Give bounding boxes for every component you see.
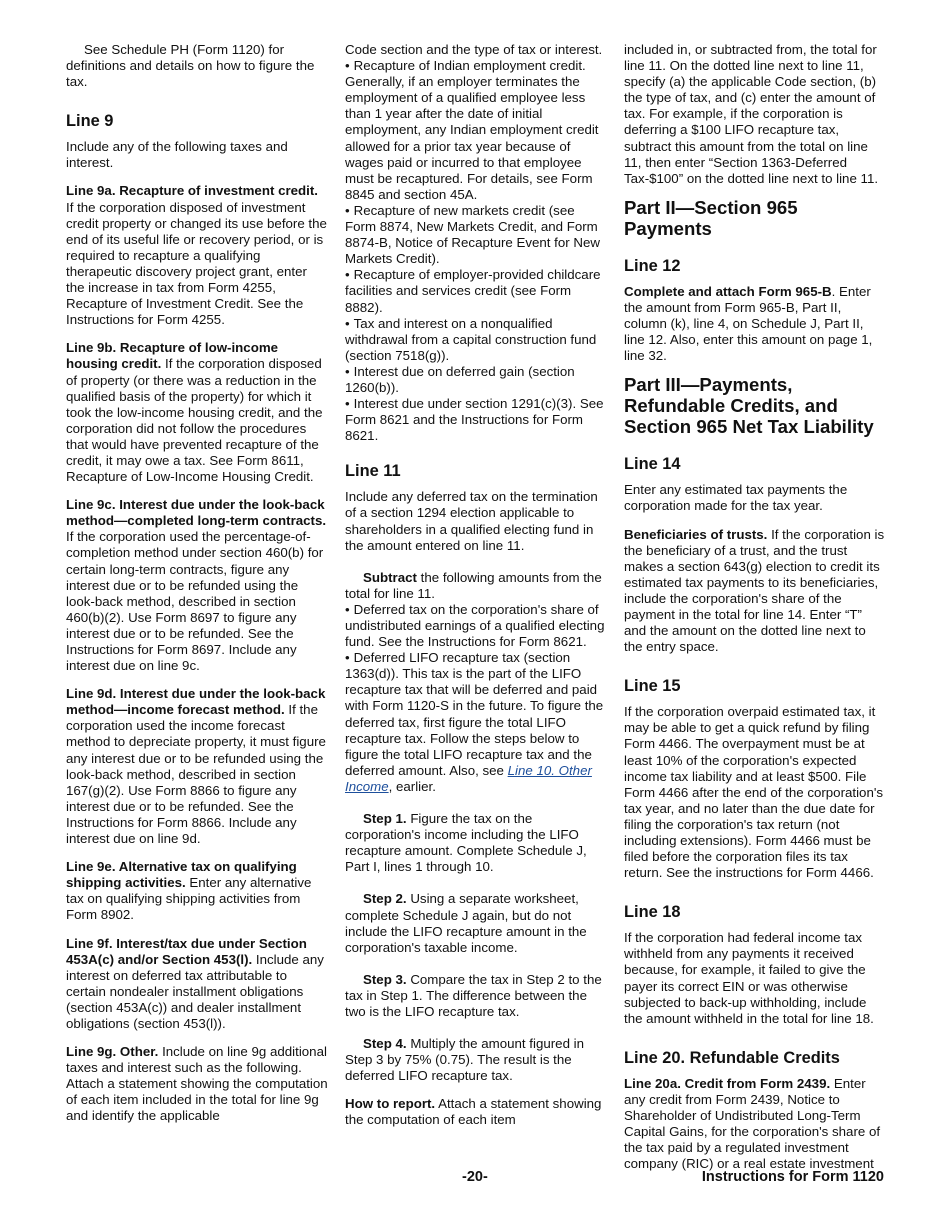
line-12-bold: Complete and attach Form 965-B xyxy=(624,283,832,299)
line-10-other-income-link[interactable]: Line 10. Other Income xyxy=(345,762,592,794)
line-9a-text: If the corporation disposed of investment credit property or changed its use before the end of its useful life or recovery period, or is required to recapture a qualifying therapeutic discovery project grant, enter the increase in tax from Form 4255, Recapture of Investment Credit. See the Instructions for Form 4255. xyxy=(66,199,327,328)
deferred-lifo-text-end: , earlier. xyxy=(388,778,436,794)
line-9c-title: Line 9c. Interest due under the look-back method—completed long-term contracts. xyxy=(66,497,327,529)
line-9g-text: Include on line 9g additional taxes and interest such as the following. Attach a statement showing the computation of each item included in the total for line 9g and identify the applicable xyxy=(66,1044,328,1124)
line-9g-title: Line 9g. Other. xyxy=(66,1044,159,1060)
line-9f-paragraph xyxy=(66,936,328,1033)
line-12-text: . Enter the amount from Form 965-B, Part II, column (k), line 4, on Schedule J, Part II, line 12. Also, enter this amount on page 1, line 32. xyxy=(624,283,873,364)
step-3-text: Compare the tax in Step 2 to the tax in Step 1. The difference between the two is the LIFO recapture tax. xyxy=(345,971,602,1019)
line-14-heading: Line 14 xyxy=(624,455,681,474)
line-9d-paragraph xyxy=(66,686,328,847)
line-18-text: If the corporation had federal income tax withheld from any payments it received because, for example, it failed to give the payer its correct EIN or was otherwise subjected to back-up withholding, include the amount withheld in the total for line 18. xyxy=(624,930,874,1026)
column-1 xyxy=(66,42,328,1137)
line-18-heading: Line 18 xyxy=(624,903,681,922)
line-15-text: If the corporation overpaid estimated tax, it may be able to get a quick refund by filing Form 4466. The overpayment must be at least 10% of the corporation's expected income tax liability and at least $500. File Form 4466 after the end of the corporation's tax year, and no later than the due date for filing the corporation's tax return (not including extensions). Form 4466 must be filed before the corporation files its tax return. See the instructions for Form 4466. xyxy=(624,704,884,881)
line-9c-paragraph xyxy=(66,497,328,674)
how-to-report-title: How to report. xyxy=(345,1096,436,1112)
footer-title: Instructions for Form 1120 xyxy=(701,1169,884,1185)
line-9e-paragraph xyxy=(66,859,328,923)
bullet-indian-employment-credit: • Recapture of Indian employment credit. Generally, if an employer terminates the employment of a qualified employee less than 1 year after the date of initial employment, any Indian employment credit allowed for a prior tax year because of wages paid or incurred to that employee must be recaptured. For details, see Form 8845 and section 45A. xyxy=(345,58,607,203)
step-2 xyxy=(345,891,607,955)
intro-paragraph: See Schedule PH (Form 1120) for definitions and details on how to figure the tax. xyxy=(66,42,315,90)
bullet-section-1291: • Interest due under section 1291(c)(3). See Form 8621 and the Instructions for Form 8621. xyxy=(345,396,607,444)
continued-text-col3: included in, or subtracted from, the total for line 11. On the dotted line next to line 11, specify (a) the applicable Code section, (b) the type of tax, and (c) enter the amount of tax. For example, if the corporation is deferring a $100 LIFO recapture tax, subtract this amount from the total on line 11, then enter “Section 1363-Deferred Tax-$100” on the dotted line next to line 11. xyxy=(624,42,879,186)
line-9d-title: Line 9d. Interest due under the look-back method—income forecast method. xyxy=(66,686,326,718)
line-20-heading: Line 20. Refundable Credits xyxy=(624,1048,840,1067)
line-20a-paragraph xyxy=(624,1076,886,1173)
continued-text: Code section and the type of tax or interest. xyxy=(345,42,603,57)
step-3-label: Step 3. xyxy=(363,971,407,987)
line-11-text: Include any deferred tax on the termination of a section 1294 election applicable to shareholders in a qualified electing fund in the amount entered on line 11. xyxy=(345,489,598,553)
part-3-heading: Part III—Payments, Refundable Credits, and Section 965 Net Tax Liability xyxy=(624,374,874,438)
bullet-deferred-lifo xyxy=(345,650,607,795)
subtract-label: Subtract xyxy=(363,569,417,585)
step-2-label: Step 2. xyxy=(363,891,407,907)
line-9a-title: Line 9a. Recapture of investment credit. xyxy=(66,183,318,199)
step-1-text: Figure the tax on the corporation's income including the LIFO recapture amount. Complete Schedule J, Part I, lines 1 through 10. xyxy=(345,811,587,875)
bullet-deferred-tax-qef: • Deferred tax on the corporation's share of undistributed earnings of a qualified electing fund. See the Instructions for Form 8621. xyxy=(345,602,607,650)
line-9f-text: Include any interest on deferred tax attributable to certain nondealer installment obligations (section 453A(c)) and dealer installment obligations (section 453(l)). xyxy=(66,951,324,1031)
how-to-report xyxy=(345,1096,607,1128)
line-9-text: Include any of the following taxes and interest. xyxy=(66,139,288,171)
step-4-text: Multiply the amount figured in Step 3 by 75% (0.75). The result is the deferred LIFO recapture tax. xyxy=(345,1036,585,1084)
line-11-heading: Line 11 xyxy=(345,462,401,481)
beneficiaries-paragraph xyxy=(624,527,886,656)
line-9e-title: Line 9e. Alternative tax on qualifying shipping activities. xyxy=(66,859,297,891)
step-4 xyxy=(345,1036,607,1084)
line-12-paragraph xyxy=(624,284,886,364)
column-3 xyxy=(624,42,886,1184)
line-20a-text: Enter any credit from Form 2439, Notice to Shareholder of Undistributed Long-Term Capital Gains, for the corporation's share of the tax paid by a regulated investment company (RIC) or a real estate investment xyxy=(624,1075,881,1172)
beneficiaries-title: Beneficiaries of trusts. xyxy=(624,526,768,542)
line-9g-paragraph xyxy=(66,1044,328,1124)
line-9-heading: Line 9 xyxy=(66,112,114,131)
step-3 xyxy=(345,972,607,1020)
how-to-report-text: Attach a statement showing the computation of each item xyxy=(345,1096,602,1128)
line-12-heading: Line 12 xyxy=(624,256,681,275)
line-9a-paragraph xyxy=(66,183,328,328)
beneficiaries-text: If the corporation is the beneficiary of a trust, and the trust makes a section 643(g) election to credit its estimated tax payments to its beneficiaries, include the corporation's share of the payment in the total for line 14. Enter “T” and the amount on the dotted line next to the entry space. xyxy=(624,526,885,655)
bullet-new-markets-credit: • Recapture of new markets credit (see Form 8874, New Markets Credit, and Form 8874-B, Notice of Recapture Event for New Markets Credit). xyxy=(345,203,607,267)
subtract-paragraph xyxy=(345,570,607,602)
line-20a-title: Line 20a. Credit from Form 2439. xyxy=(624,1075,831,1091)
subtract-text: the following amounts from the total for line 11. xyxy=(345,569,602,601)
bullet-childcare-credit: • Recapture of employer-provided childcare facilities and services credit (see Form 8882). xyxy=(345,267,607,315)
step-1-label: Step 1. xyxy=(363,811,407,827)
bullet-deferred-gain: • Interest due on deferred gain (section 1260(b)). xyxy=(345,364,607,396)
step-4-label: Step 4. xyxy=(363,1036,407,1052)
line-9f-title: Line 9f. Interest/tax due under Section 453A(c) and/or Section 453(l). xyxy=(66,935,307,967)
deferred-lifo-text: Deferred LIFO recapture tax (section 1363(d)). This tax is the part of the LIFO recapture tax that will be deferred and paid with Form 1120-S in the future. To figure the deferred tax, first figure the total LIFO recapture tax. Follow the steps below to figure the total LIFO recapture tax and the deferred amount. Also, see xyxy=(345,650,604,778)
line-9d-text: If the corporation used the income forecast method to depreciate property, it must figure any interest due or to be refunded using the look-back method, described in section 167(g)(2). Use Form 8866 to figure any interest due or to be refunded. See the Instructions for Form 8866. Include any interest due on line 9d. xyxy=(66,702,326,847)
line-9b-text: If the corporation disposed of property (or there was a reduction in the qualified basis of the property) for which it took the low-income housing credit, and the corporation did not follow the procedures that would have prevented recapture of the credit, it may owe a tax. See Form 8611, Recapture of Low-Income Housing Credit. xyxy=(66,356,323,485)
step-2-text: Using a separate worksheet, complete Schedule J again, but do not include the LIFO recapture amount in the corporation's taxable income. xyxy=(345,891,587,955)
line-9b-title: Line 9b. Recapture of low-income housing credit. xyxy=(66,340,279,372)
part-2-heading: Part II—Section 965 Payments xyxy=(624,196,798,239)
line-15-heading: Line 15 xyxy=(624,677,681,696)
line-9e-text: Enter any alternative tax on qualifying shipping activities from Form 8902. xyxy=(66,875,312,923)
step-1 xyxy=(345,811,607,875)
line-9c-text: If the corporation used the percentage-of-completion method under section 460(b) for certain long-term contracts, figure any interest due or to be refunded using the look-back method, described in section 460(b)(2). Use Form 8697 to figure any interest due or to be refunded. See the Instructions for Form 8697. Include any interest due on line 9c. xyxy=(66,529,324,674)
line-14-text: Enter any estimated tax payments the corporation made for the tax year. xyxy=(624,482,848,514)
page-number: -20- xyxy=(462,1169,488,1185)
line-9b-paragraph xyxy=(66,340,328,485)
column-2 xyxy=(345,42,607,1141)
bullet-capital-construction-fund: • Tax and interest on a nonqualified withdrawal from a capital construction fund (section 7518(g)). xyxy=(345,316,607,364)
